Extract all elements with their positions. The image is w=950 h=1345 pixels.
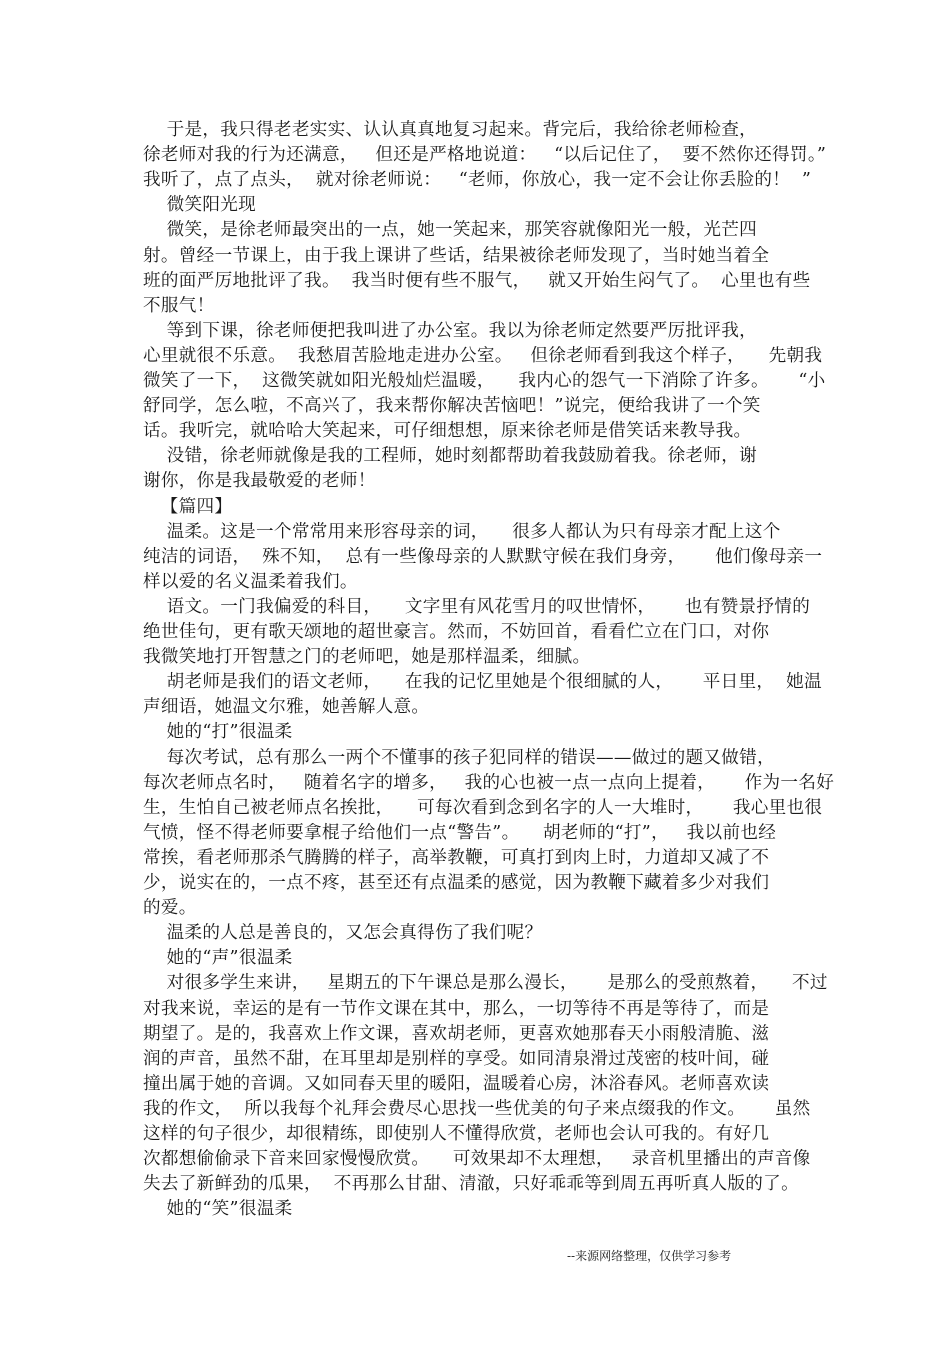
text-line: 微笑，是徐老师最突出的一点，她一笑起来，那笑容就像阳光一般，光芒四	[143, 220, 758, 241]
text-line: 期望了。是的，我喜欢上作文课，喜欢胡老师，更喜欢她那春天小雨般清脆、滋	[143, 1023, 770, 1044]
text-line: 对我来说，幸运的是有一节作文课在其中，那么，一切等待不再是等待了，而是	[143, 998, 770, 1019]
text-line: 每次考试，总有那么一两个不懂事的孩子犯同样的错误——做过的题又做错，	[143, 747, 775, 768]
text-line: 润的声音，虽然不甜，在耳里却是别样的享受。如同清泉滑过茂密的枝叶间，碰	[143, 1048, 770, 1069]
text-line: 她的“声”很温柔	[143, 948, 293, 969]
text-line: 胡老师是我们的语文老师， 在我的记忆里她是个很细腻的人， 平日里， 她温	[143, 672, 822, 693]
text-line: 徐老师对我的行为还满意， 但还是严格地说道： “以后记住了， 要不然你还得罚。”	[143, 145, 827, 166]
text-line: 等到下课，徐老师便把我叫进了办公室。我以为徐老师定然要严厉批评我，	[143, 320, 758, 341]
text-line: 撞出属于她的音调。又如同春天里的暖阳，温暖着心房，沐浴春风。老师喜欢读	[143, 1073, 770, 1094]
text-line: 舒同学，怎么啦，不高兴了，我来帮你解决苦恼吧！”说完，便给我讲了一个笑	[143, 396, 761, 417]
footer-note: --来源网络整理，仅供学习参考	[567, 1249, 732, 1263]
text-line: 微笑阳光现	[143, 195, 257, 216]
text-line: 对很多学生来讲， 星期五的下午课总是那么漫长， 是那么的受煎熬着， 不过	[143, 973, 828, 994]
text-line: 温柔的人总是善良的，又怎会真得伤了我们呢？	[143, 923, 543, 944]
text-line: 温柔。这是一个常常用来形容母亲的词， 很多人都认为只有母亲才配上这个	[143, 521, 781, 542]
text-line: 于是，我只得老老实实、认认真真地复习起来。背完后，我给徐老师检查，	[143, 120, 758, 140]
text-line: 次都想偷偷录下音来回家慢慢欣赏。 可效果却不太理想， 录音机里播出的声音像	[143, 1149, 811, 1170]
text-line: 样以爱的名义温柔着我们。	[143, 571, 358, 592]
text-line: 这样的句子很少，却很精练，即使别人不懂得欣赏，老师也会认可我的。有好几	[143, 1124, 770, 1144]
text-line: 的爱。	[143, 898, 197, 919]
text-line: 语文。一门我偏爱的科目， 文字里有风花雪月的叹世情怀， 也有赞景抒情的	[143, 596, 811, 617]
text-line: 她的“笑”很温柔	[143, 1199, 293, 1220]
text-line: 心里就很不乐意。 我愁眉苦脸地走进办公室。 但徐老师看到我这个样子， 先朝我	[143, 345, 823, 366]
text-line: 我听了，点了点头， 就对徐老师说： “老师，你放心，我一定不会让你丢脸的！ ”	[143, 170, 812, 191]
text-line: 常挨，看老师那杀气腾腾的样子，高举教鞭，可真打到肉上时，力道却又减了不	[143, 847, 770, 868]
text-line: 没错，徐老师就像是我的工程师，她时刻都帮助着我鼓励着我。徐老师，谢	[143, 446, 758, 467]
text-line: 不服气！	[143, 295, 215, 316]
text-line: 纯洁的词语， 殊不知， 总有一些像母亲的人默默守候在我们身旁， 他们像母亲一	[143, 546, 823, 567]
text-line: 话。我听完，就哈哈大笑起来，可仔细想想，原来徐老师是借笑话来教导我。	[143, 421, 752, 442]
text-line: 声细语，她温文尔雅，她善解人意。	[143, 697, 430, 718]
text-line: 她的“打”很温柔	[143, 722, 293, 743]
text-line: 班的面严厉地批评了我。 我当时便有些不服气， 就又开始生闷气了。 心里也有些	[143, 270, 811, 291]
text-line: 我的作文， 所以我每个礼拜会费尽心思找一些优美的句子来点缀我的作文。 虽然	[143, 1098, 811, 1119]
text-line: 气愤，怪不得老师要拿棍子给他们一点“警告”。 胡老师的“打”， 我以前也经	[143, 822, 777, 843]
text-line: 绝世佳句，更有歌天颂地的超世豪言。然而，不妨回首，看看伫立在门口，对你	[143, 622, 770, 642]
text-line: 谢你，你是我最敬爱的老师！	[143, 471, 376, 492]
text-line: 我微笑地打开智慧之门的老师吧，她是那样温柔，细腻。	[143, 647, 591, 668]
text-line: 失去了新鲜劲的瓜果， 不再那么甘甜、清澈，只好乖乖等到周五再听真人版的了。	[143, 1174, 799, 1195]
text-line: 微笑了一下， 这微笑就如阳光般灿烂温暖， 我内心的怨气一下消除了许多。 “小	[143, 371, 826, 391]
text-line: 每次老师点名时， 随着名字的增多， 我的心也被一点一点向上提着， 作为一名好	[143, 772, 835, 793]
text-line: 生，生怕自己被老师点名挨批， 可每次看到念到名字的人一大堆时， 我心里也很	[143, 797, 823, 818]
text-line: 少，说实在的，一点不疼，甚至还有点温柔的感觉，因为教鞭下藏着多少对我们	[143, 873, 770, 893]
text-line: 射。曾经一节课上，由于我上课讲了些话，结果被徐老师发现了，当时她当着全	[143, 245, 770, 266]
text-line: 【篇四】	[143, 496, 233, 517]
